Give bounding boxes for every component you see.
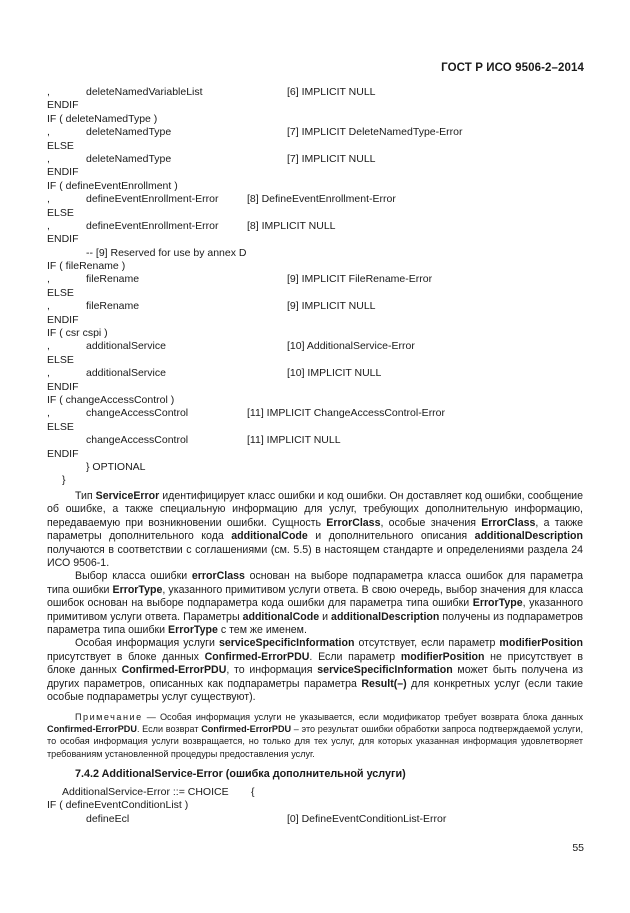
- code-keyword: ,: [47, 340, 50, 353]
- code-type: [9] IMPLICIT FileRename-Error: [287, 273, 433, 286]
- code-member: fileRename: [86, 273, 140, 286]
- code-keyword: ENDIF: [47, 166, 79, 179]
- code-type: [6] IMPLICIT NULL: [287, 86, 376, 98]
- code-line: [47, 193, 587, 206]
- code-keyword: ,: [47, 193, 50, 206]
- code-line: [47, 153, 587, 166]
- code-line: [47, 166, 587, 179]
- code-type: [7] IMPLICIT DeleteNamedType-Error: [287, 126, 463, 139]
- code-line: [47, 314, 587, 327]
- code-member: defineEventEnrollment-Error: [86, 193, 219, 206]
- code-keyword: ENDIF: [47, 233, 79, 246]
- paragraph-service-error: Тип ServiceError идентифицирует класс ошибки и код ошибки. Он доставляет код ошибки, сообщение об ошибке, а также специальную информацию для услуг, требующих дополнительную информацию, передаваемую при возникновении ошибки. Сущность ErrorClass, особые значения ErrorClass, а также параметры дополнительного кода additionalCode и дополнительного описания additionalDescription получаются в соответствии с соглашениями (см. 5.5) в настоящем стандарте и определениями раздела 24 ИСО 9506-1.: [47, 490, 583, 570]
- code-keyword: ELSE: [47, 286, 74, 299]
- code-line: [47, 273, 587, 286]
- code-keyword: ENDIF: [47, 447, 79, 460]
- document-header: ГОСТ Р ИСО 9506-2–2014: [441, 62, 584, 74]
- code-line: [47, 340, 587, 353]
- code-line: [47, 86, 587, 99]
- code-line: [47, 233, 587, 246]
- note-label: Примечание: [75, 712, 143, 722]
- paragraph-service-specific-info: Особая информация услуги serviceSpecificInformation отсутствует, если параметр modifierPosition присутствует в блоке данных Confirmed-ErrorPDU. Если параметр modifierPosition не присутствует в блоке данных Confirmed-ErrorPDU, то информация serviceSpecificInformation может быть получена из других параметров, описанных как подпараметры параметра Result(–) для конкретных услуг (если такие особые подпараметры услуг существуют).: [47, 637, 583, 704]
- code-type: [8] IMPLICIT NULL: [247, 219, 336, 232]
- code-keyword: ,: [47, 152, 50, 165]
- code-keyword: ELSE: [47, 139, 74, 152]
- code-line: [47, 354, 587, 367]
- code-member: changeAccessControl: [86, 434, 189, 447]
- code-type: [11] IMPLICIT NULL: [247, 434, 341, 447]
- code-type: [9] IMPLICIT NULL: [287, 300, 376, 313]
- code-type: [11] IMPLICIT ChangeAccessControl-Error: [247, 407, 446, 420]
- code-keyword: ,: [47, 273, 50, 286]
- asn1-code-block-2: [47, 786, 587, 826]
- code-line: [47, 287, 587, 300]
- code-member: deleteNamedVariableList: [86, 86, 203, 98]
- code-line: [47, 434, 587, 447]
- body-text: [47, 490, 583, 705]
- code-line: [47, 474, 587, 487]
- code-line: [47, 180, 587, 193]
- code-line: [47, 381, 587, 394]
- code-keyword: IF ( fileRename ): [47, 260, 126, 273]
- code-line: [47, 140, 587, 153]
- code-keyword: ,: [47, 407, 50, 420]
- code-line: AdditionalService-Error ::= CHOICE {: [62, 786, 255, 798]
- code-keyword: ENDIF: [47, 313, 79, 326]
- code-line: [47, 247, 587, 260]
- code-keyword: ,: [47, 86, 50, 98]
- code-member: fileRename: [86, 300, 140, 313]
- code-member: additionalService: [86, 340, 166, 353]
- code-keyword: IF ( defineEventEnrollment ): [47, 179, 178, 192]
- asn1-code-block: [47, 86, 587, 488]
- code-keyword: ,: [47, 126, 50, 139]
- code-member: changeAccessControl: [86, 407, 189, 420]
- code-line: [47, 126, 587, 139]
- code-member: -- [9] Reserved for use by annex D: [86, 246, 247, 259]
- code-keyword: ENDIF: [47, 99, 79, 112]
- code-keyword: IF ( changeAccessControl ): [47, 393, 175, 406]
- code-line: [47, 407, 587, 420]
- page-number: 55: [572, 842, 584, 854]
- code-keyword: ELSE: [47, 420, 74, 433]
- code-type: [10] AdditionalService-Error: [287, 340, 415, 353]
- note-block: [47, 711, 583, 760]
- code-type: [8] DefineEventEnrollment-Error: [247, 193, 396, 206]
- code-line: [47, 207, 587, 220]
- code-keyword: ,: [47, 367, 50, 380]
- code-member: } OPTIONAL: [86, 460, 146, 473]
- code-line: defineEcl [0] DefineEventConditionList-Error: [86, 812, 447, 825]
- code-line: [47, 300, 587, 313]
- code-line: [47, 448, 587, 461]
- code-member: additionalService: [86, 367, 166, 380]
- code-member: deleteNamedType: [86, 152, 172, 165]
- code-line: [47, 113, 587, 126]
- code-keyword: ,: [47, 300, 50, 313]
- note-text: Примечание — Особая информация услуги не указывается, если модификатор требует возврата блока данных Confirmed-ErrorPDU. Если возврат Confirmed-ErrorPDU – это результат ошибки обработки запроса подтверждаемой услуги, то особая информация услуги возвращается, но только для тех услуг, для которых указанная информация удовлетворяет требованиям установленной процедуры предоставления услуг.: [47, 712, 583, 759]
- code-member: defineEventEnrollment-Error: [86, 219, 219, 232]
- code-type: [7] IMPLICIT NULL: [287, 152, 376, 165]
- code-line: [47, 394, 587, 407]
- code-line: [47, 260, 587, 273]
- code-keyword: ELSE: [47, 353, 74, 366]
- code-line: IF ( defineEventConditionList ): [47, 799, 189, 812]
- code-brace: }: [62, 474, 66, 487]
- code-type: [10] IMPLICIT NULL: [287, 367, 382, 380]
- code-keyword: IF ( deleteNamedType ): [47, 112, 158, 125]
- section-heading: 7.4.2 AdditionalService-Error (ошибка дополнительной услуги): [75, 768, 406, 780]
- code-keyword: ENDIF: [47, 380, 79, 393]
- paragraph-error-class: Выбор класса ошибки errorClass основан на выборе подпараметра класса ошибок для параметра типа ошибки ErrorType, указанного примитивом услуги ответа. В свою очередь, выбор значения для класса ошибок основан на выборе подпараметра кода ошибки для параметра типа ошибки ErrorType, указанного примитивом услуги ответа. Параметры additionalCode и additionalDescription получены из подпараметров параметра типа ошибки ErrorType с тем же именем.: [47, 570, 583, 637]
- code-line: [47, 327, 587, 340]
- code-member: deleteNamedType: [86, 126, 172, 139]
- code-keyword: ,: [47, 219, 50, 232]
- code-line: [47, 99, 587, 112]
- code-line: [47, 461, 587, 474]
- code-keyword: ELSE: [47, 206, 74, 219]
- code-keyword: IF ( csr cspi ): [47, 327, 108, 340]
- code-line: [47, 220, 587, 233]
- code-line: [47, 367, 587, 380]
- code-line: [47, 421, 587, 434]
